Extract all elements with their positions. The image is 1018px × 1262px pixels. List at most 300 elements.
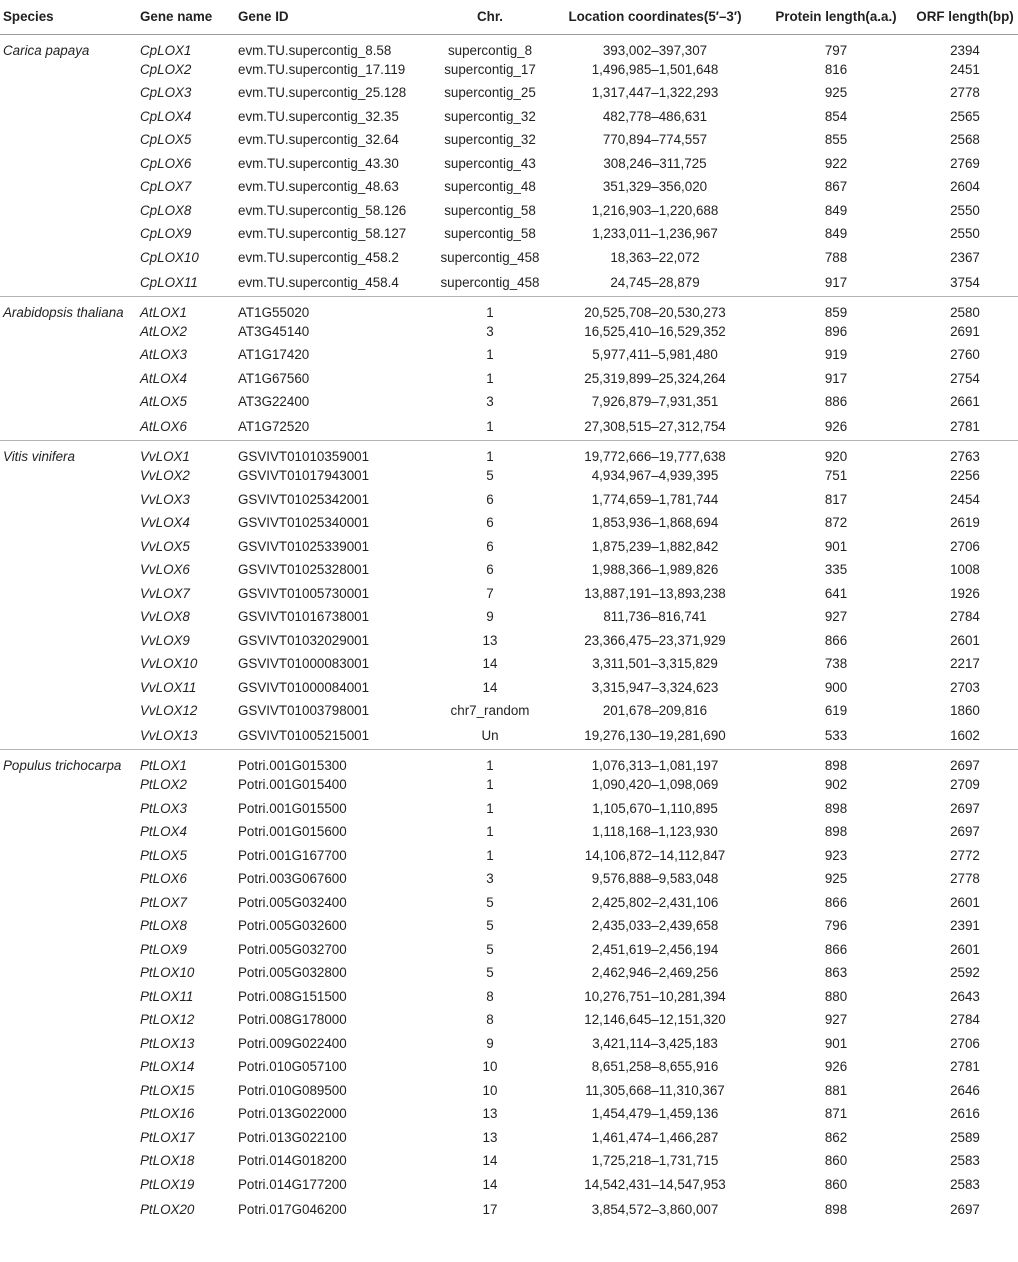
gene-name-cell: VvLOX10 (140, 656, 198, 672)
location-cell: 1,233,011–1,236,967 (592, 226, 718, 242)
protein-length-cell: 849 (824, 226, 848, 242)
protein-length-cell: 927 (824, 609, 848, 625)
orf-length-cell: 2601 (950, 894, 980, 910)
gene-name-cell: CpLOX1 (140, 42, 192, 58)
orf-length-cell: 2619 (950, 515, 980, 531)
chr-cell: 10 (482, 1059, 498, 1075)
protein-length-cell: 880 (824, 988, 848, 1004)
chr-cell: 7 (486, 585, 494, 601)
header-orf-length: ORF length(bp) (912, 0, 1018, 34)
species-cell: Carica papaya (3, 42, 90, 58)
table-row (0, 891, 1018, 915)
protein-length-cell: 898 (824, 758, 848, 773)
table-row (0, 558, 1018, 582)
table-row (0, 488, 1018, 512)
location-cell: 19,772,666–19,777,638 (584, 449, 726, 464)
table-row (0, 652, 1018, 676)
gene-id-cell: Potri.014G018200 (238, 1153, 347, 1169)
gene-name-cell: PtLOX18 (140, 1153, 195, 1169)
gene-name-cell: CpLOX6 (140, 155, 192, 171)
species-cell (0, 1149, 138, 1173)
protein-length-cell: 860 (824, 1153, 848, 1169)
orf-length-cell: 2697 (950, 758, 980, 773)
gene-id-cell: AT3G22400 (238, 394, 310, 410)
gene-id-cell: GSVIVT01000083001 (238, 656, 370, 672)
species-cell (0, 1126, 138, 1150)
gene-id-cell: Potri.010G089500 (238, 1082, 347, 1098)
table-row (0, 535, 1018, 559)
protein-length-cell: 920 (824, 449, 848, 464)
location-cell: 1,076,313–1,081,197 (591, 758, 719, 773)
gene-name-cell: PtLOX13 (140, 1035, 195, 1051)
chr-cell: 9 (486, 609, 494, 625)
gene-id-cell: AT1G17420 (238, 347, 310, 363)
location-cell: 13,887,191–13,893,238 (584, 585, 726, 601)
gene-id-cell: GSVIVT01000084001 (238, 679, 370, 695)
gene-name-cell: VvLOX9 (140, 632, 190, 648)
protein-length-cell: 927 (824, 1012, 848, 1028)
chr-cell: chr7_random (450, 703, 530, 719)
species-cell (0, 81, 138, 105)
species-cell (0, 914, 138, 938)
orf-length-cell: 2601 (950, 632, 980, 648)
location-cell: 1,216,903–1,220,688 (591, 202, 719, 218)
orf-length-cell: 2703 (950, 679, 980, 695)
location-cell: 3,315,947–3,324,623 (591, 679, 719, 695)
table-row (0, 1102, 1018, 1126)
protein-length-cell: 817 (824, 491, 848, 507)
gene-name-cell: PtLOX11 (140, 988, 194, 1004)
gene-id-cell: GSVIVT01005730001 (238, 585, 370, 601)
gene-name-cell: VvLOX1 (140, 449, 190, 464)
species-cell (0, 1055, 138, 1079)
species-cell (0, 246, 138, 270)
gene-name-cell: PtLOX12 (140, 1012, 195, 1028)
orf-length-cell: 2706 (950, 538, 980, 554)
chr-cell: 6 (486, 538, 494, 554)
header-species: Species (0, 0, 138, 34)
location-cell: 811,736–816,741 (603, 609, 707, 625)
protein-length-cell: 917 (824, 370, 848, 386)
protein-length-cell: 849 (824, 202, 848, 218)
location-cell: 393,002–397,307 (602, 42, 708, 58)
gene-id-cell: Potri.008G178000 (238, 1012, 347, 1028)
species-cell (0, 773, 138, 797)
gene-name-cell: CpLOX9 (140, 226, 192, 242)
location-cell: 1,774,659–1,781,744 (591, 491, 719, 507)
chr-cell: 14 (482, 1176, 498, 1192)
chr-cell: 6 (486, 491, 494, 507)
protein-length-cell: 866 (824, 894, 848, 910)
gene-id-cell: GSVIVT01032029001 (238, 632, 370, 648)
chr-cell: 1 (486, 758, 494, 773)
table-row (0, 128, 1018, 152)
table-row (0, 629, 1018, 653)
chr-cell: 1 (486, 824, 494, 840)
table-row (0, 938, 1018, 962)
chr-cell: 1 (486, 847, 494, 863)
protein-length-cell: 896 (824, 323, 848, 339)
location-cell: 5,977,411–5,981,480 (592, 347, 718, 363)
chr-cell: supercontig_32 (444, 108, 536, 124)
gene-id-cell: evm.TU.supercontig_17.119 (238, 61, 406, 77)
gene-name-cell: AtLOX1 (140, 304, 187, 320)
gene-name-cell: PtLOX6 (140, 871, 187, 887)
table-row (0, 246, 1018, 270)
orf-length-cell: 2706 (950, 1035, 980, 1051)
location-cell: 20,525,708–20,530,273 (584, 304, 726, 320)
protein-length-cell: 898 (824, 1202, 848, 1217)
gene-id-cell: GSVIVT01003798001 (238, 703, 370, 719)
location-cell: 24,745–28,879 (550, 269, 760, 296)
gene-id-cell: evm.TU.supercontig_48.63 (238, 179, 399, 195)
table-row (0, 1032, 1018, 1056)
gene-name-cell: CpLOX2 (140, 61, 192, 77)
orf-length-cell: 2367 (950, 249, 980, 265)
species-cell (0, 938, 138, 962)
gene-name-cell: CpLOX8 (140, 202, 192, 218)
gene-name-cell: CpLOX3 (140, 85, 192, 101)
gene-name-cell: CpLOX5 (140, 132, 192, 148)
chr-cell: 1 (486, 449, 494, 464)
orf-length-cell: 2778 (950, 85, 980, 101)
species-cell (0, 797, 138, 821)
orf-length-cell: 2451 (950, 61, 980, 77)
chr-cell: supercontig_25 (444, 85, 536, 101)
table-row (0, 985, 1018, 1009)
gene-name-cell: PtLOX5 (140, 847, 187, 863)
location-cell: 12,146,645–12,151,320 (584, 1012, 726, 1028)
orf-length-cell: 2643 (950, 988, 980, 1004)
gene-id-cell: evm.TU.supercontig_43.30 (238, 155, 399, 171)
protein-length-cell: 860 (824, 1176, 848, 1192)
table-row (0, 58, 1018, 82)
species-cell (0, 1032, 138, 1056)
protein-length-cell: 866 (824, 941, 848, 957)
gene-id-cell: GSVIVT01010359001 (238, 449, 370, 464)
table-row (0, 320, 1018, 344)
chr-cell: supercontig_58 (444, 226, 536, 242)
orf-length-cell: 2583 (950, 1153, 980, 1169)
species-cell: Populus trichocarpa (3, 758, 122, 773)
species-cell (0, 652, 138, 676)
orf-length-cell: 2583 (950, 1176, 980, 1192)
chr-cell: 1 (486, 777, 494, 793)
protein-length-cell: 862 (824, 1129, 848, 1145)
location-cell: 14,106,872–14,112,847 (584, 847, 726, 863)
gene-id-cell: GSVIVT01025328001 (238, 562, 370, 578)
gene-id-cell: evm.TU.supercontig_8.58 (238, 42, 392, 58)
table-row (0, 1126, 1018, 1150)
gene-id-cell: Potri.005G032400 (238, 894, 347, 910)
gene-id-cell: Potri.010G057100 (238, 1059, 347, 1075)
species-cell: Vitis vinifera (3, 449, 75, 464)
gene-name-cell: CpLOX7 (140, 179, 192, 195)
orf-length-cell: 2256 (950, 468, 980, 484)
chr-cell: 13 (482, 1106, 498, 1122)
protein-length-cell: 854 (824, 108, 848, 124)
chr-cell: 13 (482, 1129, 498, 1145)
chr-cell: 13 (482, 632, 498, 648)
location-cell: 1,725,218–1,731,715 (591, 1153, 719, 1169)
table-row (0, 441, 1018, 465)
species-cell (0, 105, 138, 129)
species-cell (0, 961, 138, 985)
gene-id-cell: evm.TU.supercontig_32.64 (238, 132, 399, 148)
gene-name-cell: PtLOX16 (140, 1106, 195, 1122)
location-cell: 7,926,879–7,931,351 (591, 394, 719, 410)
table-row (0, 175, 1018, 199)
protein-length-cell: 872 (824, 515, 848, 531)
gene-id-cell: evm.TU.supercontig_32.35 (238, 108, 399, 124)
chr-cell: 3 (486, 323, 494, 339)
species-cell (0, 414, 138, 441)
protein-length-cell: 922 (824, 155, 848, 171)
chr-cell: 8 (486, 1012, 494, 1028)
gene-id-cell: Potri.001G015500 (238, 800, 347, 816)
protein-length-cell: 866 (824, 632, 848, 648)
location-cell: 23,366,475–23,371,929 (584, 632, 726, 648)
gene-id-cell: Potri.001G015600 (238, 824, 347, 840)
gene-id-cell: evm.TU.supercontig_458.4 (238, 269, 430, 296)
species-cell (0, 985, 138, 1009)
table-row (0, 390, 1018, 414)
orf-length-cell: 2661 (950, 394, 980, 410)
protein-length-cell: 901 (824, 538, 848, 554)
chr-cell: 1 (486, 370, 494, 386)
header-row (0, 0, 1018, 34)
orf-length-cell: 2550 (950, 202, 980, 218)
protein-length-cell: 917 (760, 269, 912, 296)
location-cell: 1,875,239–1,882,842 (591, 538, 719, 554)
gene-id-cell: Potri.001G015300 (238, 758, 347, 773)
protein-length-cell: 619 (824, 703, 848, 719)
gene-id-cell: Potri.009G022400 (238, 1035, 347, 1051)
protein-length-cell: 900 (824, 679, 848, 695)
species-cell (0, 511, 138, 535)
location-cell: 2,451,619–2,456,194 (591, 941, 719, 957)
protein-length-cell: 926 (760, 414, 912, 441)
chr-cell: 3 (486, 871, 494, 887)
protein-length-cell: 641 (824, 585, 848, 601)
location-cell: 201,678–209,816 (602, 703, 708, 719)
table-row (0, 464, 1018, 488)
location-cell: 4,934,967–4,939,395 (591, 468, 719, 484)
location-cell: 11,305,668–11,310,367 (585, 1082, 725, 1098)
species-cell (0, 676, 138, 700)
protein-length-cell: 898 (824, 824, 848, 840)
location-cell: 3,421,114–3,425,183 (592, 1035, 718, 1051)
species-cell (0, 1173, 138, 1197)
table-row (0, 750, 1018, 774)
location-cell: 10,276,751–10,281,394 (584, 988, 726, 1004)
orf-length-cell: 2784 (950, 1012, 980, 1028)
chr-cell: 5 (486, 941, 494, 957)
protein-length-cell: 797 (824, 42, 848, 58)
protein-length-cell: 923 (824, 847, 848, 863)
chr-cell: supercontig_32 (444, 132, 536, 148)
table-row (0, 582, 1018, 606)
protein-length-cell: 788 (824, 249, 848, 265)
gene-id-cell: Potri.017G046200 (238, 1202, 347, 1217)
table-row (0, 1149, 1018, 1173)
gene-name-cell: AtLOX5 (140, 394, 187, 410)
orf-length-cell: 3754 (912, 269, 1018, 296)
species-cell (0, 1079, 138, 1103)
table-row (0, 367, 1018, 391)
species-cell (0, 390, 138, 414)
gene-id-cell: GSVIVT01025340001 (238, 515, 370, 531)
table-row (0, 676, 1018, 700)
species-cell (0, 820, 138, 844)
gene-id-cell: Potri.001G015400 (238, 777, 347, 793)
gene-id-cell: AT1G72520 (238, 414, 430, 441)
orf-length-cell: 1602 (912, 723, 1018, 750)
gene-name-cell: AtLOX6 (138, 414, 238, 441)
gene-name-cell: PtLOX7 (140, 894, 187, 910)
location-cell: 19,276,130–19,281,690 (550, 723, 760, 750)
location-cell: 1,461,474–1,466,287 (591, 1129, 719, 1145)
location-cell: 27,308,515–27,312,754 (550, 414, 760, 441)
protein-length-cell: 881 (824, 1082, 848, 1098)
orf-length-cell: 2697 (950, 824, 980, 840)
species-cell (0, 582, 138, 606)
gene-id-cell: AT3G45140 (238, 323, 310, 339)
orf-length-cell: 2646 (950, 1082, 980, 1098)
protein-length-cell: 867 (824, 179, 848, 195)
chr-cell: 5 (486, 965, 494, 981)
species-cell (0, 488, 138, 512)
species-cell (0, 1102, 138, 1126)
protein-length-cell: 533 (760, 723, 912, 750)
species-cell (0, 343, 138, 367)
protein-length-cell: 863 (824, 965, 848, 981)
orf-length-cell: 1860 (950, 703, 980, 719)
protein-length-cell: 902 (824, 777, 848, 793)
location-cell: 1,317,447–1,322,293 (591, 85, 719, 101)
species-cell (0, 723, 138, 750)
gene-name-cell: PtLOX2 (140, 777, 187, 793)
gene-name-cell: PtLOX1 (140, 758, 187, 773)
chr-cell: 1 (486, 347, 494, 363)
gene-name-cell: PtLOX14 (140, 1059, 195, 1075)
chr-cell: 8 (486, 988, 494, 1004)
species-cell (0, 699, 138, 723)
table-row (0, 511, 1018, 535)
orf-length-cell: 2697 (950, 1202, 980, 1217)
orf-length-cell: 2772 (950, 847, 980, 863)
table-row (0, 414, 1018, 441)
table-row (0, 961, 1018, 985)
chr-cell: 14 (482, 679, 498, 695)
gene-name-cell: VvLOX11 (140, 679, 197, 695)
species-cell (0, 844, 138, 868)
table-row (0, 844, 1018, 868)
table-row (0, 1055, 1018, 1079)
gene-id-cell: GSVIVT01005215001 (238, 723, 430, 750)
location-cell: 351,329–356,020 (602, 179, 708, 195)
table-row (0, 343, 1018, 367)
orf-length-cell: 2691 (950, 323, 980, 339)
chr-cell: 17 (482, 1202, 498, 1217)
gene-name-cell: VvLOX2 (140, 468, 190, 484)
gene-name-cell: PtLOX19 (140, 1176, 195, 1192)
table-row (0, 81, 1018, 105)
chr-cell: 6 (486, 515, 494, 531)
gene-name-cell: AtLOX3 (140, 347, 187, 363)
gene-id-cell: evm.TU.supercontig_458.2 (238, 249, 399, 265)
gene-id-cell: Potri.005G032600 (238, 918, 347, 934)
orf-length-cell: 2601 (950, 941, 980, 957)
location-cell: 308,246–311,725 (603, 155, 707, 171)
gene-name-cell: VvLOX7 (140, 585, 190, 601)
species-cell (0, 867, 138, 891)
orf-length-cell: 2709 (950, 777, 980, 793)
chr-cell: 5 (486, 894, 494, 910)
gene-name-cell: PtLOX20 (140, 1202, 195, 1217)
protein-length-cell: 871 (824, 1106, 848, 1122)
chr-cell: 1 (430, 414, 550, 441)
chr-cell: 1 (486, 304, 494, 320)
chr-cell: 5 (486, 918, 494, 934)
table-row (0, 199, 1018, 223)
gene-name-cell: PtLOX9 (140, 941, 187, 957)
gene-id-cell: Potri.001G167700 (238, 847, 347, 863)
species-cell (0, 128, 138, 152)
species-cell (0, 464, 138, 488)
species-cell (0, 558, 138, 582)
gene-name-cell: PtLOX10 (140, 965, 195, 981)
header-location: Location coordinates(5′–3′) (550, 0, 760, 34)
location-cell: 1,118,168–1,123,930 (592, 824, 718, 840)
table-row (0, 605, 1018, 629)
location-cell: 25,319,899–25,324,264 (584, 370, 726, 386)
gene-id-cell: evm.TU.supercontig_58.126 (238, 202, 407, 218)
orf-length-cell: 2394 (950, 42, 980, 58)
gene-name-cell: PtLOX8 (140, 918, 187, 934)
chr-cell: 5 (486, 468, 494, 484)
chr-cell: 14 (482, 656, 498, 672)
protein-length-cell: 886 (824, 394, 848, 410)
location-cell: 1,454,479–1,459,136 (591, 1106, 719, 1122)
gene-name-cell: VvLOX13 (138, 723, 238, 750)
header-gene-id: Gene ID (238, 0, 430, 34)
orf-length-cell: 2217 (950, 656, 980, 672)
location-cell: 2,435,033–2,439,658 (591, 918, 719, 934)
gene-id-cell: Potri.013G022000 (238, 1106, 347, 1122)
protein-length-cell: 925 (824, 85, 848, 101)
orf-length-cell: 2580 (950, 304, 980, 320)
orf-length-cell: 2589 (950, 1129, 980, 1145)
orf-length-cell: 2697 (950, 800, 980, 816)
orf-length-cell: 2391 (950, 918, 980, 934)
location-cell: 3,854,572–3,860,007 (591, 1202, 719, 1217)
header-chr: Chr. (430, 0, 550, 34)
gene-name-cell: VvLOX3 (140, 491, 190, 507)
gene-name-cell: CpLOX10 (140, 249, 199, 265)
chr-cell: 9 (486, 1035, 494, 1051)
gene-id-cell: Potri.005G032700 (238, 941, 347, 957)
protein-length-cell: 926 (824, 1059, 848, 1075)
chr-cell: supercontig_17 (444, 61, 536, 77)
species-cell (0, 891, 138, 915)
gene-name-cell: VvLOX8 (140, 609, 190, 625)
table-row (0, 105, 1018, 129)
protein-length-cell: 796 (824, 918, 848, 934)
protein-length-cell: 751 (824, 468, 848, 484)
table-row (0, 34, 1018, 58)
chr-cell: 6 (486, 562, 494, 578)
